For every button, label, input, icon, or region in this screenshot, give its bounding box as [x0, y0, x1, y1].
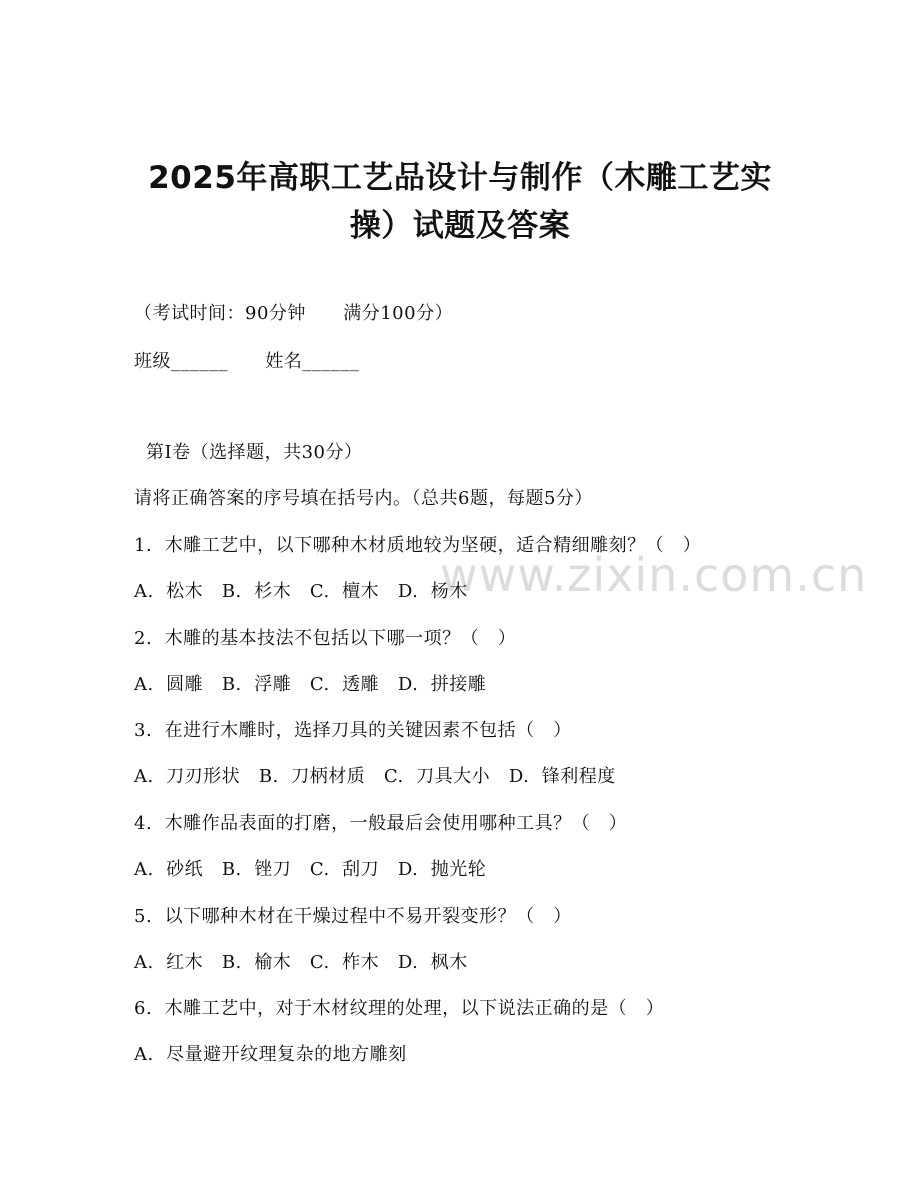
question-1-options: A. 松木 B. 杉木 C. 檀木 D. 杨木 — [134, 581, 468, 602]
question-6: 6. 木雕工艺中，对于木材纹理的处理，以下说法正确的是（ ） — [134, 998, 665, 1019]
exam-info: （考试时间：90分钟 满分100分） — [134, 303, 454, 324]
question-5: 5. 以下哪种木材在干燥过程中不易开裂变形？（ ） — [134, 906, 572, 927]
question-4-options: A. 砂纸 B. 锉刀 C. 刮刀 D. 抛光轮 — [134, 859, 487, 880]
page-title-line-1: 2025年高职工艺品设计与制作（木雕工艺实 — [148, 160, 772, 196]
question-2: 2. 木雕的基本技法不包括以下哪一项？（ ） — [134, 628, 517, 649]
watermark: www.zixin.com.cn — [440, 548, 868, 602]
section-heading: 第Ⅰ卷（选择题，共30分） — [146, 442, 363, 463]
question-6-option-a: A. 尽量避开纹理复杂的地方雕刻 — [134, 1044, 407, 1065]
instruction-text: 请将正确答案的序号填在括号内。（总共6题，每题5分） — [134, 488, 593, 509]
student-fields: 班级______ 姓名______ — [134, 351, 360, 372]
page-title-line-2: 操）试题及答案 — [349, 208, 571, 244]
question-5-options: A. 红木 B. 榆木 C. 柞木 D. 枫木 — [134, 952, 468, 973]
question-1: 1. 木雕工艺中，以下哪种木材质地较为坚硬，适合精细雕刻？（ ） — [134, 535, 702, 556]
question-4: 4. 木雕作品表面的打磨，一般最后会使用哪种工具？（ ） — [134, 813, 628, 834]
question-2-options: A. 圆雕 B. 浮雕 C. 透雕 D. 拼接雕 — [134, 674, 487, 695]
question-3-options: A. 刀刃形状 B. 刀柄材质 C. 刀具大小 D. 锋利程度 — [134, 766, 616, 787]
question-3: 3. 在进行木雕时，选择刀具的关键因素不包括（ ） — [134, 720, 572, 741]
